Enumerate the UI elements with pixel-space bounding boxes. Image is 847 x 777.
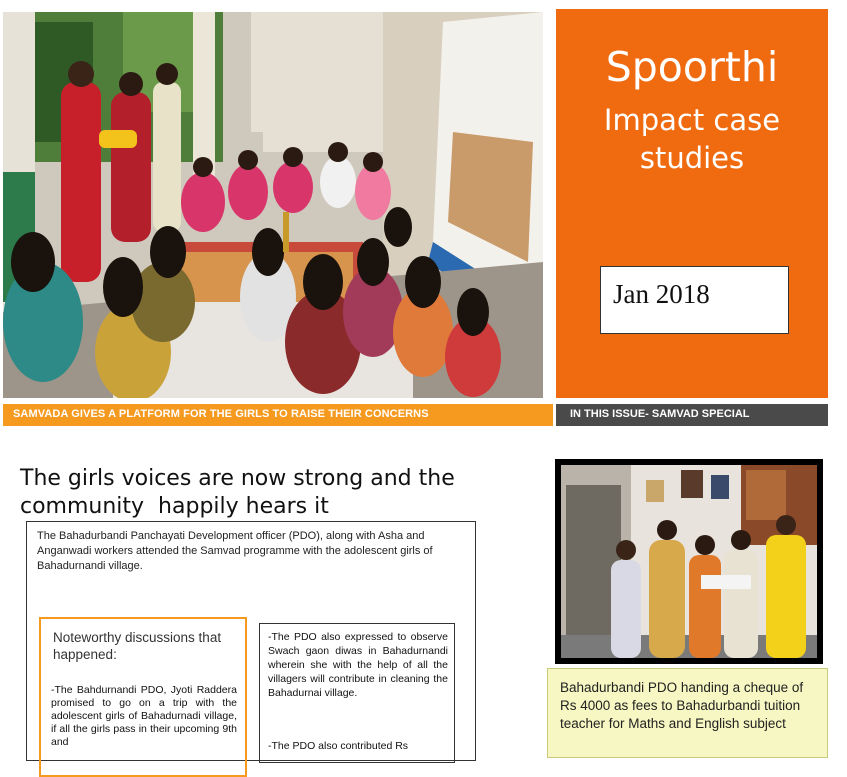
second-column-paragraph: -The PDO also expressed to observe Swach gaon diwas in Bahadurnandi wherein she with the help of all the villagers will contribute in cleaning the Bahadurnai village. [268,631,448,699]
photo-banner [3,404,553,426]
cheque-photo-frame [555,459,823,664]
subtitle-line: Impact case [603,103,781,137]
title-block [556,9,828,398]
headline-line: community happily hears it [20,494,329,519]
photo-caption-box [547,668,828,758]
discussion-title: Noteworthy discussions that happened: [53,630,222,662]
article-box [26,521,476,761]
photo-caption: Bahadurbandi PDO handing a cheque of Rs 4000 as fees to Bahadurbandi tuition teacher for Maths and English subject [560,680,804,731]
newsletter-subtitle [556,101,828,177]
second-column-paragraph: -The PDO also contributed Rs [268,740,409,752]
second-column-box [259,623,455,763]
hero-photo [3,12,543,398]
photo-banner-text: SAMVADA GIVES A PLATFORM FOR THE GIRLS TO RAISE THEIR CONCERNS [13,408,429,420]
article-intro: The Bahadurbandi Panchayati Development officer (PDO), along with Asha and Anganwadi workers attended the Samvad programme with the adolescent girls of Bahadurnandi village. [37,530,433,572]
issue-date: Jan 2018 [613,279,710,309]
headline-line: The girls voices are now strong and the [20,466,455,491]
cheque-photo [561,465,817,658]
discussion-text: -The Bahdurnandi PDO, Jyoti Raddera promised to go on a trip with the adolescent girls of Bahadurnadi village, if all the girls pass in their upcoming 9th and [51,684,237,748]
article-headline [20,465,490,521]
issue-banner [556,404,828,426]
discussion-box [39,617,247,777]
issue-date-box [600,266,789,334]
subtitle-line: studies [639,141,745,175]
issue-banner-text: IN THIS ISSUE- SAMVAD SPECIAL [570,408,750,420]
newsletter-title: Spoorthi [605,43,779,91]
